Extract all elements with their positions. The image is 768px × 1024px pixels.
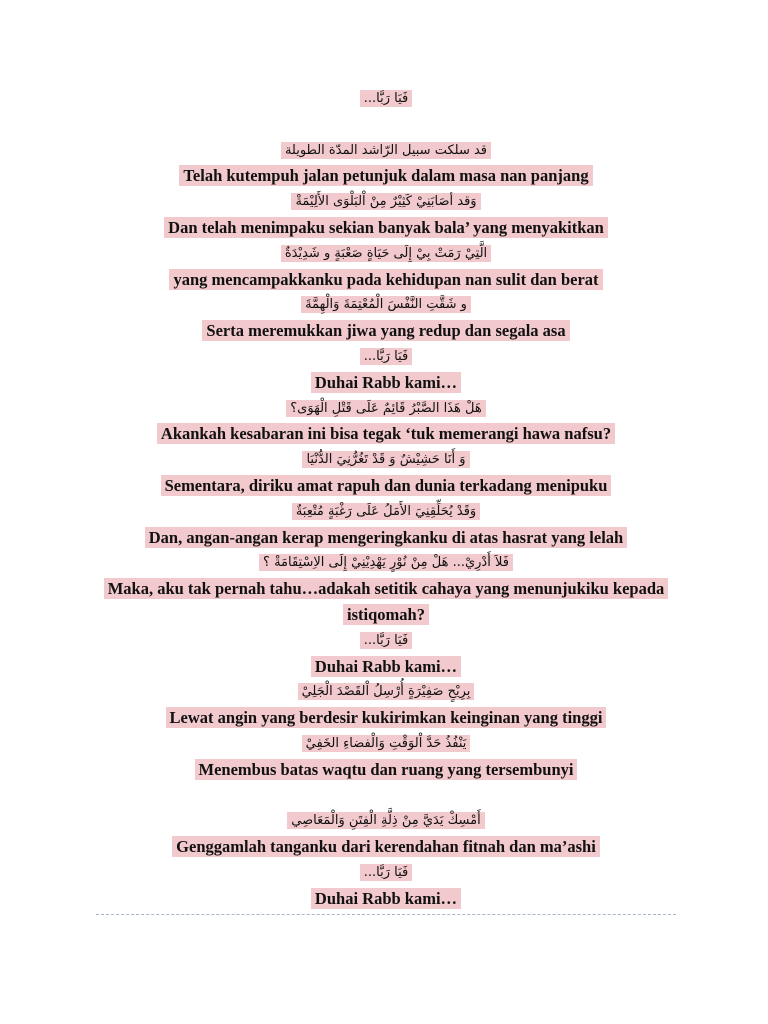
translation-line: Akankah kesabaran ini bisa tegak ‘tuk memerangi hawa nafsu? (96, 421, 676, 447)
translation-line: Dan telah menimpaku sekian banyak bala’ yang menyakitkan (96, 215, 676, 241)
translation-line: Maka, aku tak pernah tahu…adakah setitik cahaya yang menunjukiku kepada istiqomah? (84, 576, 688, 628)
arabic-line: الَّتِيْ رَمَتْ بِيْ إِلَى حَيَاةٍ صَعْبَةٍ و شَدِيْدَةٌ (96, 241, 676, 267)
arabic-line: وَ أَنَا حَشِيْشٌ وَ قَدْ تَغُرُّنِيَ الدُّنْيَا (96, 447, 676, 473)
arabic-line: أَمْسِكْ يَدَيَّ مِنْ ذِلَّةِ الْفِتَنِ وَالْمَعَاصِي (96, 808, 676, 834)
arabic-line: بِرِيْحٍ صَفِيْرَةٍ أُرْسِلُ اْلقَصْدَ الْجَلِيْ (96, 679, 676, 705)
translation-line: Sementara, diriku amat rapuh dan dunia terkadang menipuku (96, 473, 676, 499)
translation-line: Duhai Rabb kami… (96, 654, 676, 680)
arabic-line: فَيَا رَبَّا... (96, 344, 676, 370)
translation-line: Dan, angan-angan kerap mengeringkanku di atas hasrat yang lelah (96, 525, 676, 551)
arabic-line: وَقَدْ يُحَلِّقِنِيَ الأَمَلُ عَلَى رَغْبَةٍ مُتْعِبَةٌ (96, 499, 676, 525)
arabic-line: فَيَا رَبَّا... (96, 628, 676, 654)
poem-block (96, 86, 676, 912)
translation-line: Menembus batas waqtu dan ruang yang tersembunyi (96, 757, 676, 783)
blank-line (96, 112, 676, 138)
arabic-line: فَيَا رَبَّا... (96, 86, 676, 112)
translation-line: Lewat angin yang berdesir kukirimkan keinginan yang tinggi (96, 705, 676, 731)
translation-line: yang mencampakkanku pada kehidupan nan sulit dan berat (96, 267, 676, 293)
arabic-line: فَلاَ أَدْرِيْ... هَلْ مِنْ نُوْرٍ يَهْدِيْنِيْ إِلَى الاِسْتِقَامَةْ ؟ (96, 550, 676, 576)
arabic-line: يَنْفُذُ حَدَّ اْلوَقْتِ وَالْفضاءِ الخَفِيْ (96, 731, 676, 757)
translation-line: Genggamlah tanganku dari kerendahan fitnah dan ma’ashi (96, 834, 676, 860)
translation-line: Telah kutempuh jalan petunjuk dalam masa nan panjang (96, 163, 676, 189)
translation-line: Duhai Rabb kami… (96, 370, 676, 396)
arabic-line: و شَقَّتِ النَّفْسَ الْمُعْتِمَةَ وَالْهِمَّةَ (96, 292, 676, 318)
translation-line: Duhai Rabb kami… (96, 886, 676, 912)
translation-line: Serta meremukkan jiwa yang redup dan segala asa (96, 318, 676, 344)
arabic-line: قد سلكت سبيل الرّاشد المدّة الطويلة (96, 138, 676, 164)
arabic-line: وَقد أصَابَنِيْ كَثِيْرٌ مِنْ اْلبَلْوَى الأَلِيْمَةْ (96, 189, 676, 215)
arabic-line: هَلْ هَذَا الصَّبْرُ قَائِمٌ عَلَى قَتْلِ الْهَوَى؟ (96, 396, 676, 422)
blank-line (96, 783, 676, 809)
page-break-separator (96, 914, 676, 915)
arabic-line: فَيَا رَبَّا... (96, 860, 676, 886)
